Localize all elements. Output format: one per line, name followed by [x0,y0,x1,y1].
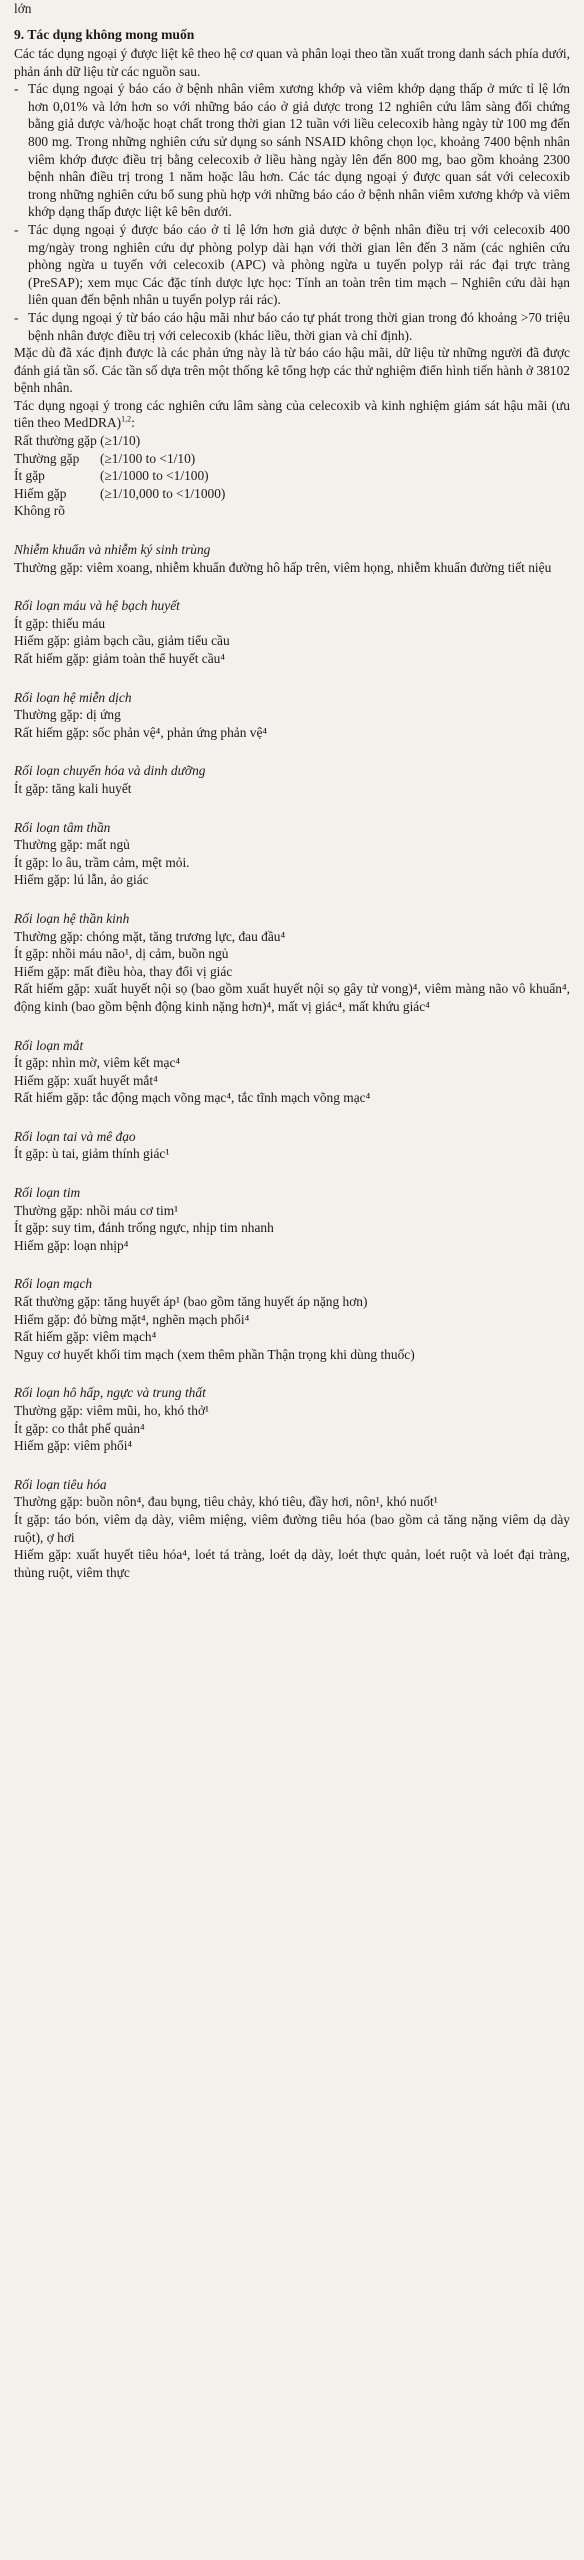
bullet-item [14,309,570,344]
adverse-effect-line: Hiếm gặp: lú lẫn, ảo giác [14,872,149,888]
bullet-item [14,221,570,309]
bullet-text: Tác dụng ngoại ý từ báo cáo hậu mãi như báo cáo tự phát trong thời gian trong đó khoảng >70 triệu bệnh nhân được điều trị với celecoxib (khác liều, thời gian và chỉ định). [28,309,570,343]
bullet-dash: - [14,81,19,97]
adverse-effect-line: Hiếm gặp: xuất huyết mắt⁴ [14,1072,158,1088]
adverse-effect-line: Thường gặp: mất ngủ [14,837,130,853]
frequency-label: Rất thường gặp (≥1/10) [14,433,141,449]
adverse-effect-line: Ít gặp: nhồi máu não¹, dị cảm, buồn ngủ [14,946,229,962]
organ-class-section [14,762,570,797]
organ-class-title: Rối loạn tiêu hóa [14,1476,107,1492]
frequency-label: Ít gặp [14,468,45,484]
adverse-effect-line: Ít gặp: thiếu máu [14,615,106,631]
adverse-effect-line: Rất hiếm gặp: tắc động mạch võng mạc⁴, tắc tĩnh mạch võng mạc⁴ [14,1090,371,1106]
bullet-text: Tác dụng ngoại ý được báo cáo ở tỉ lệ lớn hơn giả dược ở bệnh nhân điều trị với celecoxib 400 mg/ngày trong nghiên cứu dự phòng polyp dài hạn với thời gian lên đến 3 năm (các nghiên cứu phòng ngừa u tuyến với celecoxib (APC) và phòng ngừa u tuyến polyp rải rác đại trực tràng (PreSAP); xem mục Các đặc tính dược lực học: Tính an toàn trên tim mạch – Nghiên cứu dài hạn liên quan đến bệnh nhân u tuyến polyp rải rác). [28,221,570,308]
adverse-effect-line: Ít gặp: suy tim, đánh trống ngực, nhịp tim nhanh [14,1220,274,1236]
bullet-dash: - [14,221,19,237]
organ-class-title: Rối loạn hệ thần kinh [14,910,130,926]
organ-class-section [14,819,570,889]
organ-class-section [14,689,570,742]
frequency-row [14,450,570,468]
frequency-range: (≥1/1000 to <1/100) [100,468,209,484]
frequency-range: (≥1/10,000 to <1/1000) [100,485,226,501]
organ-class-title: Rối loạn tâm thần [14,819,111,835]
organ-class-title: Rối loạn mạch [14,1276,93,1292]
bullet-item [14,80,570,221]
organ-class-title: Rối loạn mắt [14,1037,84,1053]
frequency-row [14,502,570,520]
organ-class-section [14,1128,570,1163]
adverse-effect-line: Ít gặp: nhìn mờ, viêm kết mạc⁴ [14,1055,181,1071]
adverse-effects-list [14,541,570,1581]
adverse-effect-line: Hiếm gặp: đỏ bừng mặt⁴, nghẽn mạch phổi⁴ [14,1311,250,1327]
organ-class-title: Nhiễm khuẩn và nhiễm ký sinh trùng [14,542,211,558]
organ-class-section [14,1184,570,1254]
post-bullet-paragraph: Mặc dù đã xác định được là các phản ứng này là từ báo cáo hậu mãi, dữ liệu từ những người đã được đánh giá tần số. Các tần số dựa trên một thống kê tổng hợp các thử nghiệm điển hình tiến hành ở 38102 bệnh nhân. [14,345,570,396]
adverse-effect-line: Thường gặp: viêm xoang, nhiễm khuẩn đường hô hấp trên, viêm họng, nhiễm khuẩn đường tiết niệu [14,559,552,575]
adverse-effect-line: Rất thường gặp: tăng huyết áp¹ (bao gồm tăng huyết áp nặng hơn) [14,1294,368,1310]
adverse-effect-line: Rất hiếm gặp: xuất huyết nội sọ (bao gồm xuất huyết nội sọ gây tử vong)⁴, viêm màng não vô khuẩn⁴, động kinh (bao gồm bệnh động kinh nặng hơn)⁴, mất vị giác⁴, mất khứu giác⁴ [14,981,570,1014]
organ-class-section [14,541,570,576]
adverse-effect-line: Nguy cơ huyết khối tim mạch (xem thêm phần Thận trọng khi dùng thuốc) [14,1346,415,1362]
adverse-effect-line: Thường gặp: chóng mặt, tăng trương lực, đau đầu⁴ [14,928,286,944]
organ-class-section [14,1384,570,1454]
table-intro [14,397,570,432]
adverse-effect-line: Hiếm gặp: xuất huyết tiêu hóa⁴, loét tá tràng, loét dạ dày, loét thực quản, loét ruột và loét đại tràng, thủng ruột, viêm thực [14,1547,570,1580]
top-fragment: lớn [14,1,32,16]
frequency-legend [14,432,570,520]
table-intro-text: Tác dụng ngoại ý trong các nghiên cứu lâm sàng của celecoxib và kinh nghiệm giám sát hậu mãi (ưu tiên theo MedDRA) [14,397,570,431]
organ-class-section [14,1037,570,1107]
organ-class-section [14,910,570,1016]
frequency-row [14,467,570,485]
organ-class-title: Rối loạn tim [14,1185,81,1201]
adverse-effect-line: Rất hiếm gặp: viêm mạch⁴ [14,1329,157,1345]
intro-paragraph: Các tác dụng ngoại ý được liệt kê theo hệ cơ quan và phân loại theo tần xuất trong danh sách phía dưới, phản ánh dữ liệu từ các nguồn sau. [14,46,570,79]
adverse-effect-line: Thường gặp: viêm mũi, ho, khó thở¹ [14,1403,210,1418]
organ-class-section [14,597,570,667]
adverse-effect-line: Thường gặp: buồn nôn⁴, đau bụng, tiêu chảy, khó tiêu, đầy hơi, nôn¹, khó nuốt¹ [14,1494,438,1510]
frequency-row [14,432,570,450]
frequency-label: Hiếm gặp [14,485,67,501]
adverse-effect-line: Ít gặp: tăng kali huyết [14,780,132,796]
adverse-effect-line: Thường gặp: nhồi máu cơ tim¹ [14,1202,179,1218]
organ-class-title: Rối loạn chuyển hóa và dinh dưỡng [14,763,206,779]
frequency-range: (≥1/100 to <1/10) [100,450,196,466]
adverse-effect-line: Rất hiếm gặp: sốc phản vệ⁴, phản ứng phản vệ⁴ [14,724,268,740]
frequency-label: Thường gặp [14,450,80,466]
adverse-effect-line: Hiếm gặp: viêm phổi⁴ [14,1438,133,1454]
organ-class-title: Rối loạn hệ miễn dịch [14,689,132,705]
table-intro-end: : [131,415,135,431]
bullet-text: Tác dụng ngoại ý báo cáo ở bệnh nhân viêm xương khớp và viêm khớp dạng thấp ở mức tỉ lệ lớn hơn 0,01% và lớn hơn so với những báo cáo ở giả dược trong 12 nghiên cứu lâm sàng đối chứng bằng giả dược và/hoặc hoạt chất trong thời gian 12 tuần với liều celecoxib hàng ngày từ 100 mg đến 800 mg. Trong những nghiên cứu sử dụng so sánh NSAID không chọn lọc, khoảng 7400 bệnh nhân viêm khớp được điều trị bằng celecoxib ở liều hàng ngày lên đến 800 mg, bao gồm khoảng 2300 bệnh nhân điều trị trong 1 năm hoặc lâu hơn. Các tác dụng ngoại ý được quan sát với celecoxib trong những nghiên cứu bổ sung phù hợp với những báo cáo ở bệnh nhân viêm xương khớp và viêm khớp dạng thấp được liệt kê bên dưới. [28,81,570,220]
organ-class-section [14,1476,570,1582]
adverse-effect-line: Hiếm gặp: giảm bạch cầu, giảm tiểu cầu [14,633,230,649]
adverse-effect-line: Ít gặp: táo bón, viêm dạ dày, viêm miệng, viêm đường tiêu hóa (bao gồm cả tăng nặng viêm dạ dày ruột), ợ hơi [14,1511,570,1545]
organ-class-title: Rối loạn máu và hệ bạch huyết [14,598,180,614]
adverse-effect-line: Rất hiếm gặp: giảm toàn thể huyết cầu⁴ [14,651,226,666]
adverse-effect-line: Ít gặp: lo âu, trầm cảm, mệt mỏi. [14,854,190,870]
adverse-effect-line: Ít gặp: ù tai, giảm thính giác¹ [14,1146,170,1162]
adverse-effect-line: Hiếm gặp: mất điều hòa, thay đổi vị giác [14,963,233,979]
adverse-effect-line: Hiếm gặp: loạn nhịp⁴ [14,1237,129,1253]
frequency-label: Không rõ [14,503,65,519]
adverse-effect-line: Ít gặp: co thắt phế quản⁴ [14,1420,145,1436]
frequency-row [14,485,570,503]
organ-class-title: Rối loạn hô hấp, ngực và trung thất [14,1385,206,1401]
organ-class-title: Rối loạn tai và mê đạo [14,1128,136,1144]
adverse-effect-line: Thường gặp: dị ứng [14,707,121,723]
organ-class-section [14,1275,570,1363]
table-intro-sup: 1,2 [121,415,132,424]
bullet-dash: - [14,309,19,325]
section-heading: 9. Tác dụng không mong muốn [14,27,195,42]
